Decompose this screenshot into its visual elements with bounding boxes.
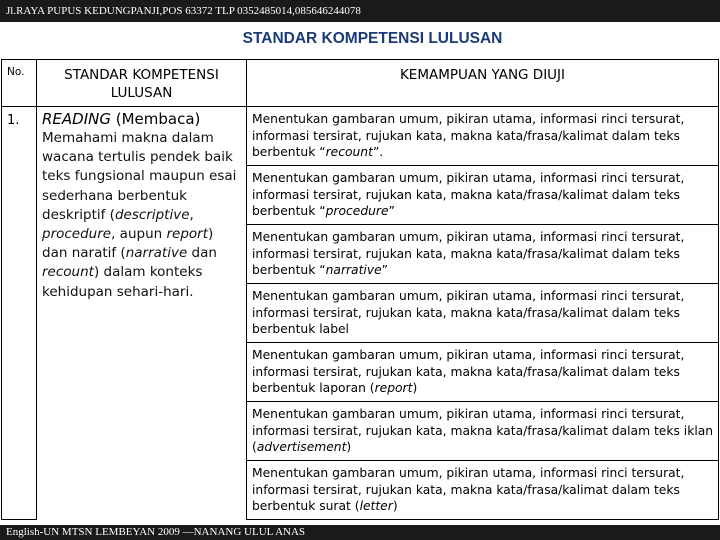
desc-text: Memahami makna dalam wacana tertulis pendek baik teks fungsional maupun esai sederhana berbentuk deskriptif ( — [42, 130, 237, 223]
desc-italic: report — [166, 226, 209, 243]
header-no: No. — [2, 60, 37, 107]
kemampuan-italic: procedure — [325, 204, 389, 219]
desc-italic: descriptive — [114, 206, 190, 223]
school-address: Jl.RAYA PUPUS KEDUNGPANJI,POS 63372 TLP 0352485014,085646244078 — [6, 5, 361, 17]
kemampuan-text: Menentukan gambaran umum, pikiran utama, informasi rinci tersurat, informasi tersirat, rujukan kata, makna kata/frasa/kalimat dalam teks berbentuk “ — [252, 112, 685, 160]
kemampuan-cell — [247, 225, 719, 284]
desc-text: ) dan naratif ( — [42, 226, 214, 262]
standard-description — [42, 129, 242, 302]
kemampuan-cell — [247, 107, 719, 166]
kemampuan-italic: narrative — [325, 263, 382, 278]
page-title: STANDAR KOMPETENSI LULUSAN — [242, 30, 503, 47]
row-number: 1. — [2, 107, 37, 520]
kemampuan-text: Menentukan gambaran umum, pikiran utama, informasi rinci tersurat, informasi tersirat, rujukan kata, makna kata/frasa/kalimat dalam teks berbentuk “ — [252, 230, 685, 278]
kemampuan-cell — [247, 343, 719, 402]
kemampuan-suffix: ) — [412, 381, 418, 396]
kemampuan-text: Menentukan gambaran umum, pikiran utama, informasi rinci tersurat, informasi tersirat, rujukan kata, makna kata/frasa/kalimat dalam teks berbentuk “ — [252, 171, 685, 219]
desc-text: , — [189, 206, 194, 223]
kemampuan-cell — [247, 166, 719, 225]
header-standar: STANDAR KOMPETENSI LULUSAN — [37, 60, 247, 107]
desc-text: ) dalam konteks kehidupan sehari-hari. — [42, 264, 203, 300]
kemampuan-italic: recount — [325, 145, 373, 160]
desc-italic: recount — [42, 264, 94, 281]
kemampuan-italic: report — [374, 381, 413, 396]
desc-text: , aupun — [111, 226, 167, 243]
kemampuan-cell — [247, 461, 719, 520]
header-address-bar — [0, 0, 720, 22]
reading-heading — [42, 110, 242, 128]
kemampuan-suffix: ” — [381, 263, 389, 278]
kemampuan-text: Menentukan gambaran umum, pikiran utama, informasi rinci tersurat, informasi tersirat, rujukan kata, makna kata/frasa/kalimat dalam teks iklan ( — [252, 407, 714, 455]
reading-id: (Membaca) — [110, 110, 201, 128]
kemampuan-suffix: ” — [388, 204, 395, 219]
kemampuan-text: Menentukan gambaran umum, pikiran utama, informasi rinci tersurat, informasi tersirat, rujukan kata, makna kata/frasa/kalimat dalam teks berbentuk surat ( — [252, 466, 685, 514]
reading-en: READING — [42, 110, 111, 128]
header-kemampuan: KEMAMPUAN YANG DIUJI — [247, 60, 719, 107]
competency-table — [1, 59, 719, 520]
table-header-row — [2, 60, 719, 107]
kemampuan-italic: letter — [359, 499, 393, 514]
kemampuan-suffix: ) — [392, 499, 398, 514]
kemampuan-cell — [247, 284, 719, 343]
footer-text: English-UN MTSN LEMBEYAN 2009 —NANANG ULUL ANAS — [6, 526, 306, 538]
kemampuan-text: Menentukan gambaran umum, pikiran utama, informasi rinci tersurat, informasi tersirat, rujukan kata, makna kata/frasa/kalimat dalam teks berbentuk label — [252, 289, 685, 337]
table-row — [2, 107, 719, 166]
kemampuan-cell — [247, 402, 719, 461]
desc-italic: narrative — [125, 245, 188, 262]
kemampuan-italic: advertisement — [256, 440, 347, 455]
kemampuan-suffix: ) — [346, 440, 352, 455]
desc-text: dan — [187, 245, 217, 262]
kemampuan-text: Menentukan gambaran umum, pikiran utama, informasi rinci tersurat, informasi tersirat, rujukan kata, makna kata/frasa/kalimat dalam teks berbentuk laporan ( — [252, 348, 685, 396]
standard-cell — [37, 107, 247, 520]
kemampuan-suffix: ”. — [372, 145, 384, 160]
footer-bar — [0, 525, 720, 540]
desc-italic: procedure — [42, 226, 112, 243]
